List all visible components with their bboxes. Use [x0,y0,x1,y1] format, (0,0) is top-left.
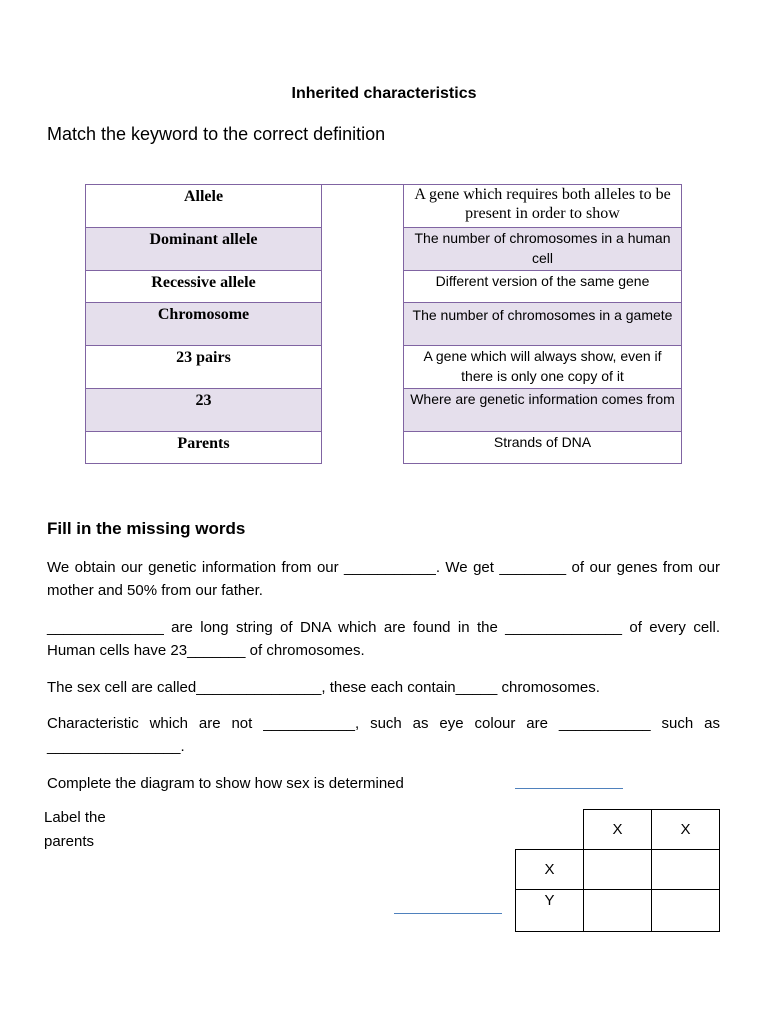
table-connector-line [322,184,403,185]
match-instruction: Match the keyword to the correct definition [47,124,386,144]
definition-cell: A gene which requires both alleles to be present in order to show [404,185,682,228]
punnett-cell [584,850,652,890]
definition-cell: The number of chromosomes in a gamete [404,303,682,346]
definition-cell: The number of chromosomes in a human cell [404,228,682,271]
punnett-cell [584,890,652,932]
keyword-cell: Parents [86,432,322,464]
parent-label-line-left [394,913,502,914]
fill-paragraph-1: We obtain our genetic information from our ___________. We get ________ of our genes from our mother and 50% from our father. [47,559,720,599]
punnett-row-header: Y [516,890,584,932]
definition-cell: Strands of DNA [404,432,682,464]
fill-paragraph-3: The sex cell are called_______________, these each contain_____ chromosomes. [47,679,600,696]
fill-paragraph-4: Characteristic which are not ___________, such as eye colour are ___________ such as ________________. [47,715,720,755]
definition-table [403,184,682,464]
keyword-cell: Chromosome [86,303,322,346]
keyword-cell: Dominant allele [86,228,322,271]
keyword-cell: 23 pairs [86,346,322,389]
parent-label-line-top [515,788,623,789]
keyword-table [85,184,322,464]
punnett-corner [516,810,584,850]
page-title: Inherited characteristics [291,85,477,102]
definition-cell: Different version of the same gene [404,271,682,303]
punnett-square [515,809,720,932]
fill-paragraph-2: ______________ are long string of DNA which are found in the ______________ of every cell. Human cells have 23_______ of chromosomes. [47,619,720,659]
definition-cell: A gene which will always show, even if there is only one copy of it [404,346,682,389]
punnett-cell [652,890,720,932]
diagram-instruction: Complete the diagram to show how sex is determined [47,775,404,792]
keyword-cell: Recessive allele [86,271,322,303]
fill-section-heading: Fill in the missing words [47,519,246,538]
punnett-row-header: X [516,850,584,890]
punnett-column-header: X [584,810,652,850]
punnett-cell [652,850,720,890]
keyword-cell: Allele [86,185,322,228]
label-parents-text: Label the parents [44,809,106,850]
punnett-column-header: X [652,810,720,850]
keyword-cell: 23 [86,389,322,432]
definition-cell: Where are genetic information comes from [404,389,682,432]
